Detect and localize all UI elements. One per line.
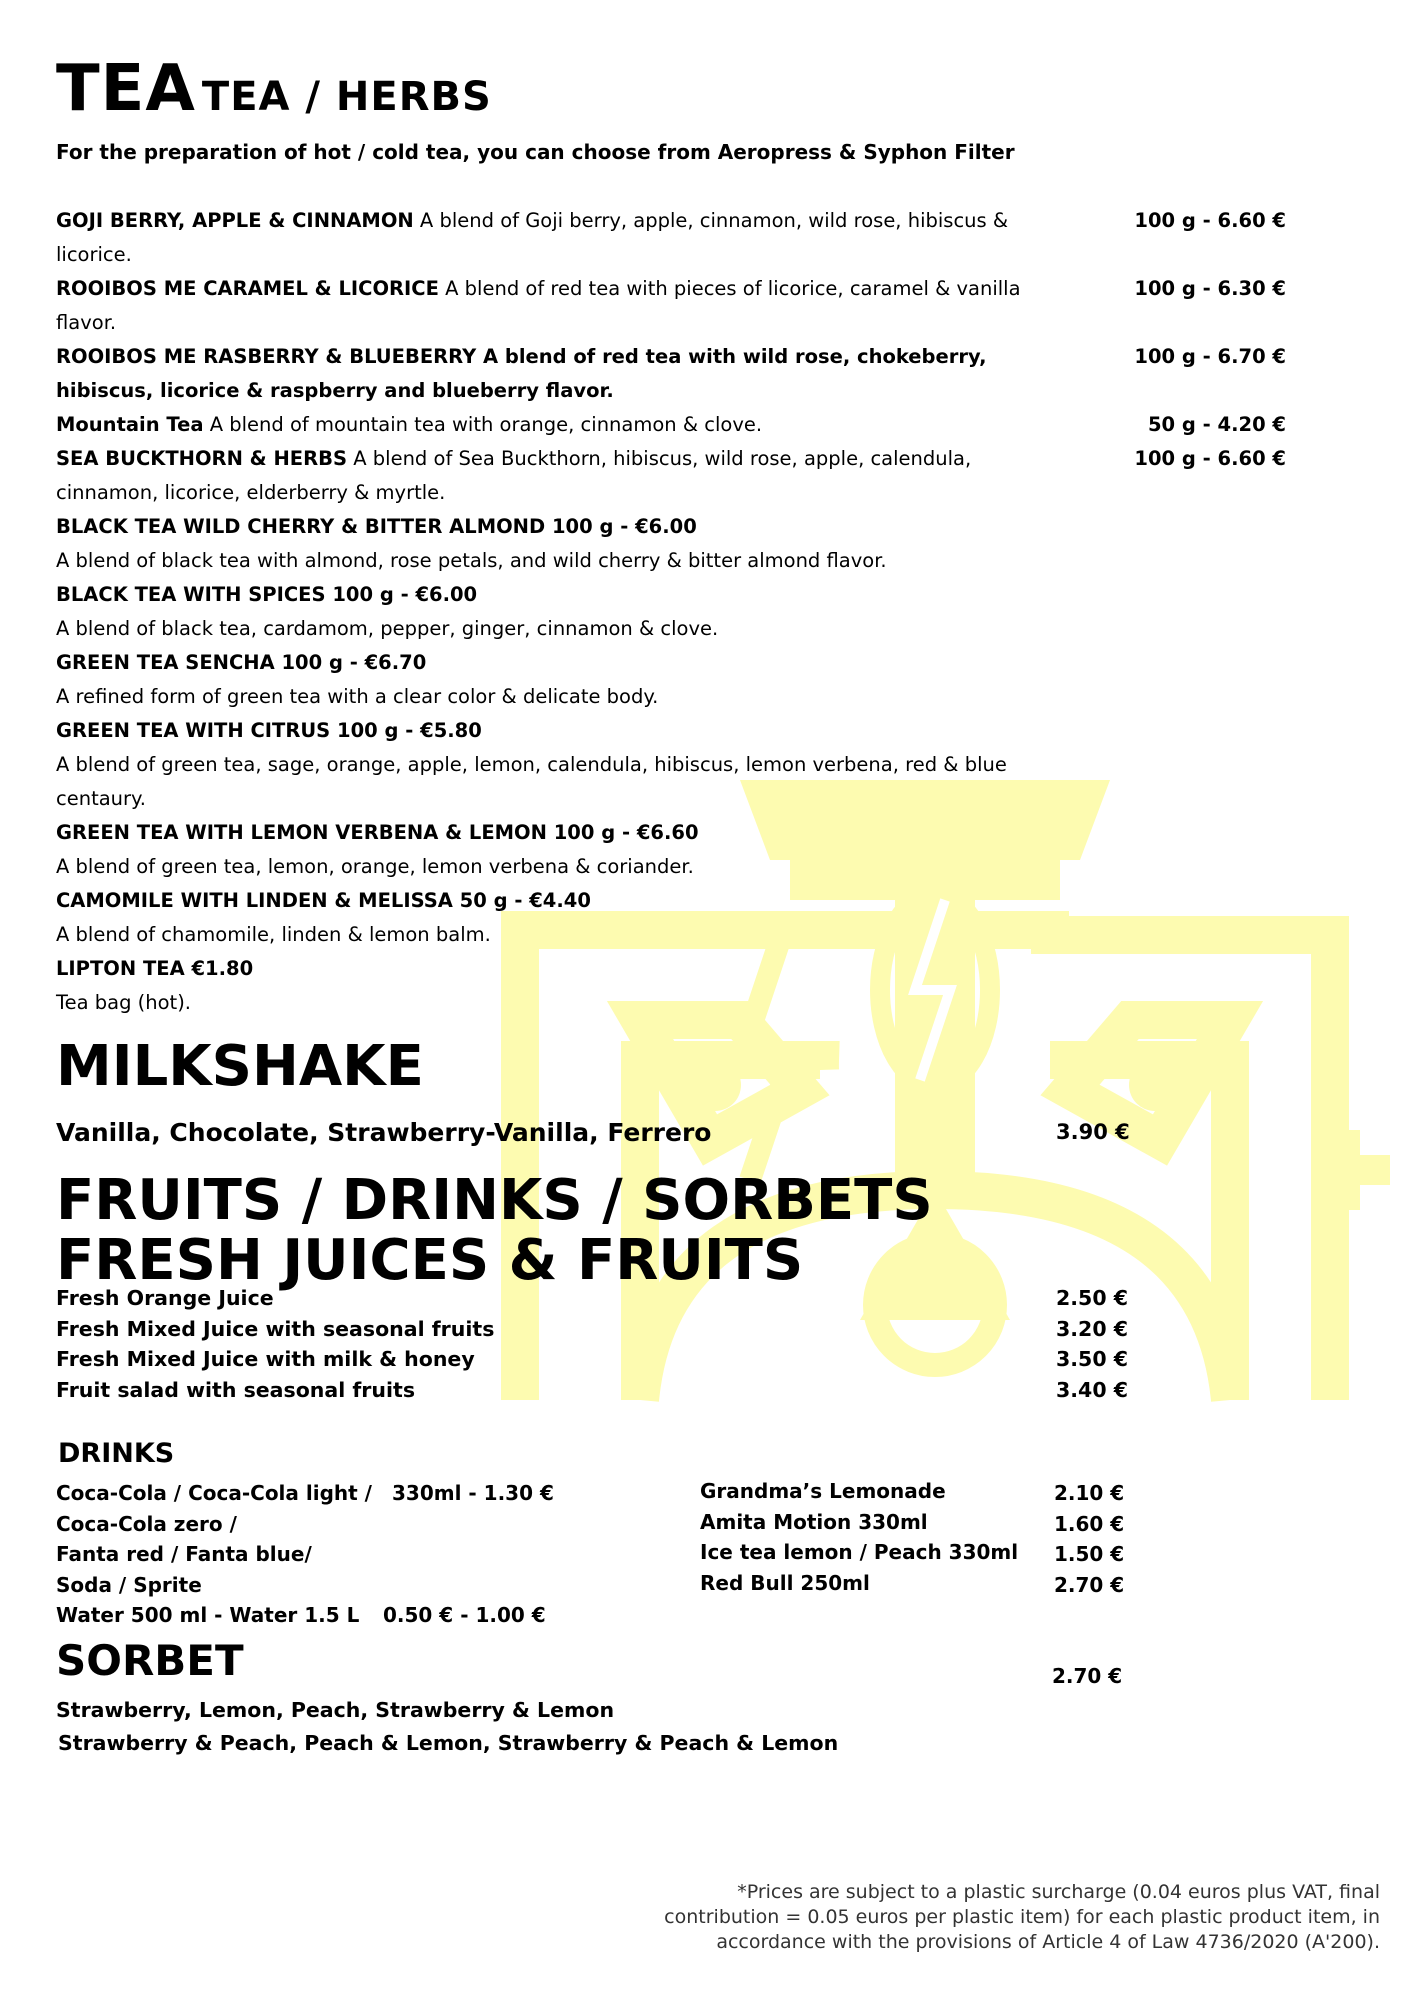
tea-item-name: BLACK TEA WILD CHERRY & BITTER ALMOND 100 g - €6.00 — [56, 515, 697, 538]
tea-item-name: ROOIBOS ME RASBERRY & BLUEBERRY A blend of red tea with wild rose, chokeberry, hibiscus, licorice & raspberry and blueberry flavor. — [56, 345, 987, 402]
tea-item-name: GREEN TEA WITH CITRUS 100 g - €5.80 — [56, 719, 482, 742]
tea-item-sencha — [56, 646, 1286, 714]
fruits-title-line1: FRUITS / DRINKS / SORBETS — [56, 1168, 933, 1233]
footnote — [664, 1880, 1380, 1955]
tea-item-lipton — [56, 952, 1286, 1020]
sorbet-title: SORBET — [56, 1636, 244, 1685]
drinks-title: DRINKS — [58, 1438, 175, 1469]
list-item — [56, 1286, 1131, 1317]
tea-item-black-spices — [56, 578, 1286, 646]
item-name: Grandma’s Lemonade — [700, 1479, 946, 1503]
tea-list — [56, 204, 1286, 1020]
tea-item-name: LIPTON TEA €1.80 — [56, 957, 254, 980]
item-name: Ice tea lemon / Peach 330ml — [700, 1540, 1019, 1565]
tea-item-desc: A blend of red tea with pieces of licorice, caramel & vanilla flavor. — [56, 277, 1021, 334]
tea-item-desc: A blend of green tea, sage, orange, apple, lemon, calendula, hibiscus, lemon verbena, red & blue centaury. — [56, 753, 1007, 810]
tea-subtitle: TEA / HERBS — [201, 74, 492, 120]
tea-item-desc: A blend of mountain tea with orange, cinnamon & clove. — [203, 413, 763, 436]
sorbet-price: 2.70 € — [1052, 1664, 1123, 1688]
list-item: Soda / Sprite — [56, 1572, 202, 1597]
list-item — [56, 1317, 1131, 1348]
milkshake-title: MILKSHAKE — [56, 1034, 424, 1099]
tea-item-rooibos-caramel — [56, 272, 1286, 340]
tea-item-sea-buckthorn — [56, 442, 1286, 510]
tea-item-desc: A blend of Goji berry, apple, cinnamon, wild rose, hibiscus & licorice. — [56, 209, 1009, 266]
item-price: 3.20 € — [1056, 1316, 1128, 1341]
tea-item-name: CAMOMILE WITH LINDEN & MELISSA 50 g - €4.40 — [56, 889, 591, 912]
list-item: Water 500 ml - Water 1.5 L — [56, 1603, 360, 1628]
tea-item-price: 100 g - 6.60 € — [1134, 209, 1286, 232]
tea-item-desc: A blend of green tea, lemon, orange, lemon verbena & coriander. — [56, 855, 694, 878]
tea-item-desc: A blend of chamomile, linden & lemon balm. — [56, 923, 491, 946]
tea-item-green-citrus — [56, 714, 1286, 816]
tea-item-price: 100 g - 6.60 € — [1134, 447, 1286, 470]
tea-item-goji — [56, 204, 1286, 272]
sorbet-line2: Strawberry & Peach, Peach & Lemon, Strawberry & Peach & Lemon — [58, 1731, 839, 1755]
item-name: Red Bull 250ml — [700, 1570, 870, 1595]
drinks-water-price: 0.50 € - 1.00 € — [383, 1603, 546, 1627]
tea-item-name: GOJI BERRY, APPLE & CINNAMON — [56, 209, 414, 232]
footnote-line: accordance with the provisions of Article 4 of Law 4736/2020 (A'200). — [716, 1931, 1380, 1953]
footnote-line: contribution = 0.05 euros per plastic item) for each plastic product item, in — [664, 1906, 1380, 1928]
sorbet-line1: Strawberry, Lemon, Peach, Strawberry & Lemon — [56, 1698, 615, 1722]
tea-intro: For the preparation of hot / cold tea, you can choose from Aeropress & Syphon Filter — [56, 140, 1015, 164]
tea-item-name: BLACK TEA WITH SPICES 100 g - €6.00 — [56, 583, 478, 606]
drinks-soft-list — [56, 1478, 372, 1631]
item-price: 3.50 € — [1056, 1347, 1128, 1372]
tea-item-desc: A refined form of green tea with a clear color & delicate body. — [56, 685, 659, 708]
list-item: Coca-Cola / Coca-Cola light / — [56, 1481, 372, 1505]
tea-item-name: GREEN TEA WITH LEMON VERBENA & LEMON 100 g - €6.60 — [56, 821, 699, 844]
tea-item-rooibos-rasberry — [56, 340, 1286, 408]
drinks-right-list — [700, 1476, 1018, 1598]
tea-item-desc: Tea bag (hot). — [56, 991, 191, 1014]
item-price: 2.50 € — [1056, 1286, 1128, 1310]
tea-item-name: Mountain Tea — [56, 413, 204, 436]
item-price: 1.60 € — [1054, 1511, 1125, 1536]
list-item — [56, 1378, 1131, 1409]
item-price: 3.40 € — [1056, 1377, 1128, 1402]
tea-item-price: 100 g - 6.30 € — [1134, 277, 1286, 300]
tea-item-name: SEA BUCKTHORN & HERBS — [56, 447, 348, 470]
milkshake-price: 3.90 € — [1056, 1120, 1130, 1144]
tea-item-price: 50 g - 4.20 € — [1147, 413, 1286, 436]
drinks-right-prices — [1054, 1478, 1124, 1600]
tea-heading — [56, 52, 492, 126]
item-name: Fruit salad with seasonal fruits — [56, 1377, 416, 1402]
list-item: Fanta red / Fanta blue/ — [56, 1542, 312, 1567]
tea-item-camomile — [56, 884, 1286, 952]
item-name: Amita Motion 330ml — [700, 1509, 928, 1534]
juice-list — [56, 1286, 1131, 1408]
item-name: Fresh Mixed Juice with seasonal fruits — [56, 1316, 495, 1341]
tea-item-price: 100 g - 6.70 € — [1134, 345, 1286, 368]
item-name: Fresh Orange Juice — [56, 1286, 274, 1310]
tea-item-mountain — [56, 408, 1286, 442]
tea-item-desc: A blend of black tea with almond, rose petals, and wild cherry & bitter almond flavor. — [56, 549, 887, 572]
list-item — [56, 1347, 1131, 1378]
tea-item-desc: A blend of black tea, cardamom, pepper, ginger, cinnamon & clove. — [56, 617, 719, 640]
tea-item-desc: A blend of Sea Buckthorn, hibiscus, wild rose, apple, calendula, cinnamon, licorice, elderberry & myrtle. — [56, 447, 972, 504]
tea-item-name: GREEN TEA SENCHA 100 g - €6.70 — [56, 651, 427, 674]
tea-title: TEA — [56, 52, 196, 126]
drinks-soft-price: 330ml - 1.30 € — [392, 1481, 554, 1505]
fruits-title-line2: FRESH JUICES & FRUITS — [56, 1228, 804, 1293]
footnote-line: *Prices are subject to a plastic surcharge (0.04 euros plus VAT, final — [737, 1881, 1380, 1903]
tea-item-black-cherry — [56, 510, 1286, 578]
list-item: Coca-Cola zero / — [56, 1511, 237, 1536]
tea-item-green-verbena — [56, 816, 1286, 884]
item-name: Fresh Mixed Juice with milk & honey — [56, 1347, 475, 1372]
tea-item-name: ROOIBOS ME CARAMEL & LICORICE — [56, 277, 439, 300]
item-price: 1.50 € — [1054, 1542, 1125, 1567]
item-price: 2.70 € — [1054, 1572, 1125, 1597]
item-price: 2.10 € — [1054, 1481, 1125, 1505]
milkshake-flavors: Vanilla, Chocolate, Strawberry-Vanilla, Ferrero — [56, 1118, 712, 1147]
